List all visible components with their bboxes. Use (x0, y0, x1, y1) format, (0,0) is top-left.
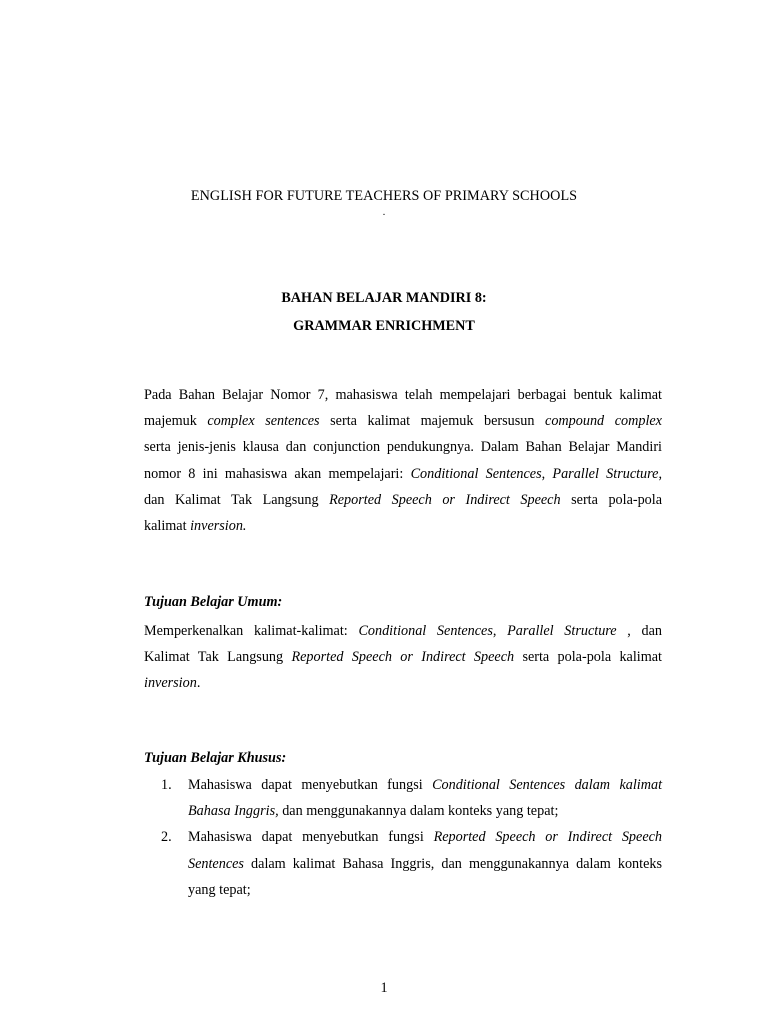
general-line-3 (144, 670, 662, 696)
course-title: ENGLISH FOR FUTURE TEACHERS OF PRIMARY SCHOOLS (190, 188, 578, 204)
intro-paragraph (144, 382, 662, 539)
list-item-line (188, 851, 662, 877)
list-item-line (188, 772, 662, 798)
text-run: nomor 8 ini mahasiswa akan mempelajari: (144, 465, 404, 482)
list-item-line (188, 798, 662, 824)
list-item (161, 824, 662, 903)
italic-term: Sentences (188, 855, 244, 872)
general-line-1 (144, 618, 662, 644)
italic-term: Bahasa Inggris, (188, 803, 279, 820)
italic-term: Conditional Sentences (358, 623, 493, 639)
text-run: Mahasiswa dapat menyebutkan fungsi (188, 829, 424, 846)
list-item-line: yang tepat; (188, 881, 251, 898)
intro-line-3: serta jenis-jenis klausa dan conjunction pendukungnya. Dalam Bahan Belajar Mandiri (144, 439, 662, 456)
text-run: majemuk (144, 413, 197, 430)
intro-line-2 (144, 408, 662, 434)
page-number: 1 (380, 980, 388, 996)
text-run: dan Kalimat Tak Langsung (144, 491, 319, 508)
module-title: BAHAN BELAJAR MANDIRI 8: (281, 290, 487, 306)
text-run: kalimat (144, 517, 187, 534)
italic-term: Parallel Structure (507, 623, 617, 639)
text-run: Kalimat Tak Langsung (144, 649, 284, 666)
title-dot: . (382, 207, 386, 218)
general-objective-paragraph (144, 618, 662, 697)
italic-term: Conditional Sentences dalam kalimat (432, 777, 663, 793)
general-objective-title: Tujuan Belajar Umum: (144, 594, 283, 610)
text-run: , (658, 465, 662, 482)
module-subtitle: GRAMMAR ENRICHMENT (293, 318, 475, 334)
text-run: serta kalimat majemuk bersusun (330, 413, 535, 430)
text-run: , dan (627, 623, 663, 639)
text-run: . (196, 675, 201, 692)
list-number: 2. (161, 829, 172, 846)
text-run: serta pola-pola (571, 491, 663, 508)
italic-term: Parallel Structure (552, 465, 659, 482)
italic-term: Reported Speech or Indirect Speech (291, 649, 515, 666)
italic-term: Conditional Sentences (410, 465, 542, 482)
specific-objective-list (161, 772, 662, 903)
italic-term: compound complex (545, 413, 662, 430)
list-item (161, 772, 662, 824)
specific-objective-title: Tujuan Belajar Khusus: (144, 750, 287, 766)
italic-term: Reported Speech or Indirect Speech (433, 829, 663, 846)
text-run: Memperkenalkan kalimat-kalimat: (144, 623, 348, 639)
text-run: Mahasiswa dapat menyebutkan fungsi (188, 777, 423, 793)
italic-term: complex sentences (207, 413, 320, 430)
intro-line-1: Pada Bahan Belajar Nomor 7, mahasiswa telah mempelajari berbagai bentuk kalimat (144, 387, 662, 403)
italic-term: inversion. (190, 517, 247, 534)
italic-term: Reported Speech or Indirect Speech (329, 491, 561, 508)
text-run: dalam kalimat Bahasa Inggris, dan menggunakannya dalam konteks (251, 855, 663, 872)
intro-line-6 (144, 513, 662, 539)
intro-line-5 (144, 487, 662, 513)
text-run: , (492, 623, 497, 639)
general-line-2 (144, 644, 662, 670)
italic-term: inversion (144, 675, 197, 692)
text-run: , (541, 465, 546, 482)
text-run: serta pola-pola kalimat (522, 649, 662, 666)
list-item-line (188, 824, 662, 850)
text-run: dan menggunakannya dalam konteks yang tepat; (282, 803, 559, 820)
list-number: 1. (161, 777, 172, 793)
intro-line-4 (144, 461, 662, 487)
